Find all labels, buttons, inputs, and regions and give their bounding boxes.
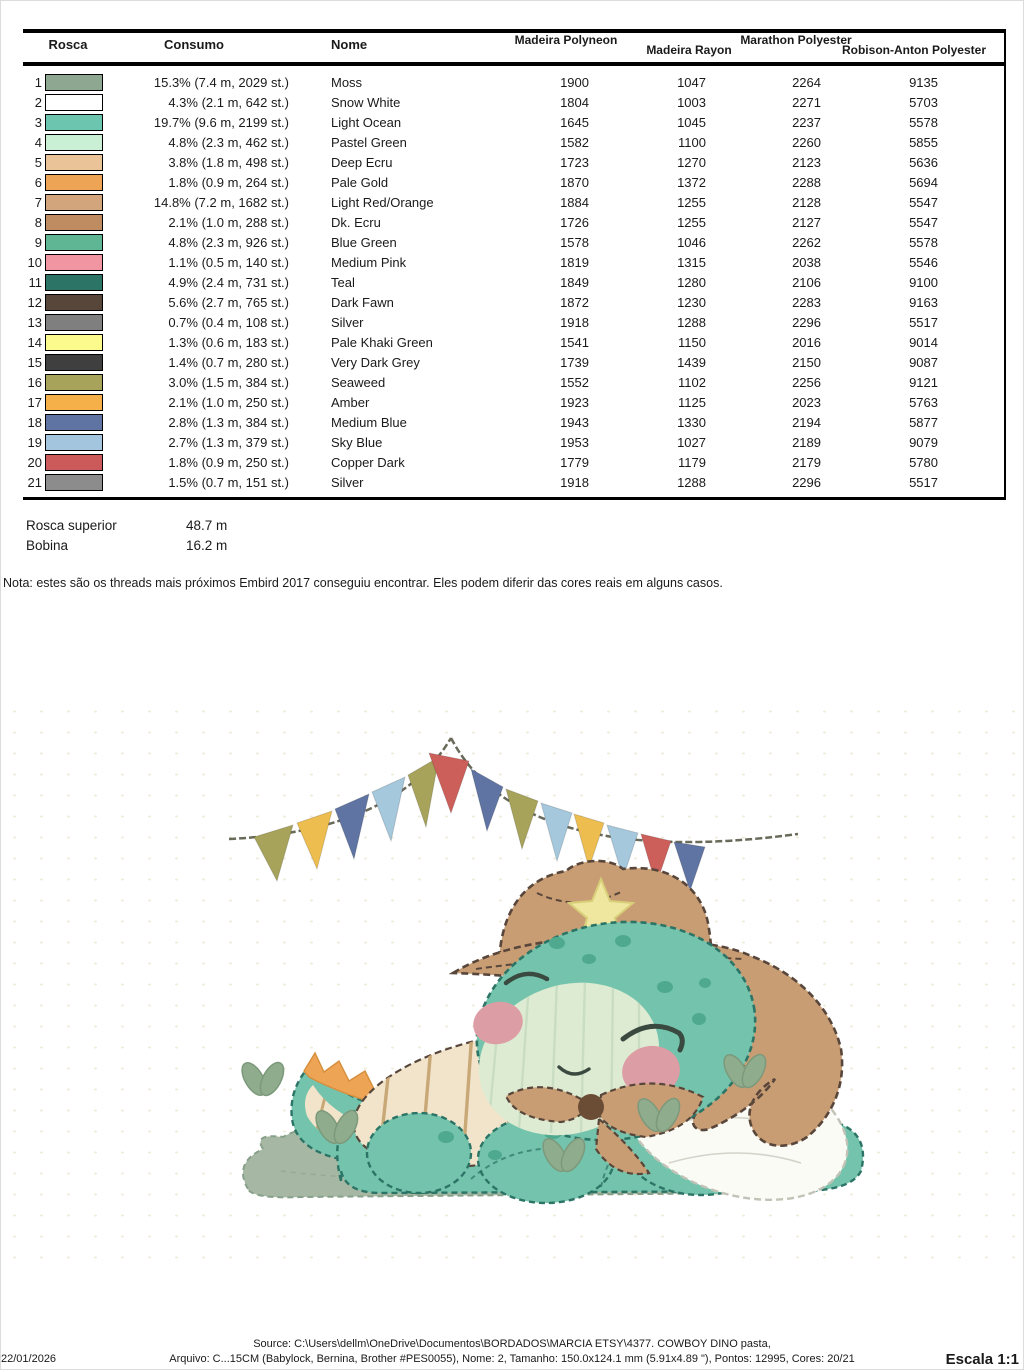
color-swatch xyxy=(45,194,103,211)
consumo-cell: 4.9% (2.4 m, 731 st.) xyxy=(168,274,289,290)
consumo-cell: 0.7% (0.4 m, 108 st.) xyxy=(168,314,289,330)
madeira-rayon-cell: 1255 xyxy=(677,214,706,230)
marathon-polyester-cell: 2288 xyxy=(792,174,821,190)
bunting-flag-medium-blue xyxy=(335,794,369,859)
thread-table-row xyxy=(23,92,1003,112)
nome-cell: Amber xyxy=(331,394,370,410)
marathon-polyester-cell: 2296 xyxy=(792,314,821,330)
bobina-label: Bobina xyxy=(26,537,69,553)
madeira-polyneon-cell: 1739 xyxy=(560,354,589,370)
robison-anton-cell: 5547 xyxy=(909,214,938,230)
robison-anton-cell: 5855 xyxy=(909,134,938,150)
color-swatch xyxy=(45,374,103,391)
madeira-rayon-cell: 1255 xyxy=(677,194,706,210)
table-right-rule xyxy=(1004,29,1006,500)
marathon-polyester-cell: 2179 xyxy=(792,454,821,470)
nome-cell: Copper Dark xyxy=(331,454,405,470)
thread-table-row xyxy=(23,212,1003,232)
consumo-cell: 4.8% (2.3 m, 926 st.) xyxy=(168,234,289,250)
marathon-polyester-cell: 2264 xyxy=(792,74,821,90)
thread-table-row xyxy=(23,252,1003,272)
row-number: 2 xyxy=(34,94,42,110)
thread-table-row xyxy=(23,392,1003,412)
consumo-cell: 15.3% (7.4 m, 2029 st.) xyxy=(153,74,289,90)
thread-table-row xyxy=(23,332,1003,352)
thread-table-row xyxy=(23,272,1003,292)
consumo-cell: 1.1% (0.5 m, 140 st.) xyxy=(168,254,289,270)
marathon-polyester-cell: 2256 xyxy=(792,374,821,390)
row-number: 18 xyxy=(27,414,42,430)
madeira-polyneon-cell: 1849 xyxy=(560,274,589,290)
col-header-robison-anton-polyester: Robison-Anton Polyester xyxy=(841,43,986,57)
nome-cell: Very Dark Grey xyxy=(331,354,420,370)
robison-anton-cell: 9121 xyxy=(909,374,938,390)
marathon-polyester-cell: 2150 xyxy=(792,354,821,370)
footer-arquivo-line: Arquivo: C...15CM (Babylock, Bernina, Brother #PES0055), Nome: 2, Tamanho: 150.0x124.1 mm (5.91x4.89 "), Pontos: 12995, Cores: 20/21 xyxy=(169,1353,855,1365)
robison-anton-cell: 9135 xyxy=(909,74,938,90)
robison-anton-cell: 5703 xyxy=(909,94,938,110)
robison-anton-cell: 5636 xyxy=(909,154,938,170)
nome-cell: Teal xyxy=(331,274,355,290)
color-swatch xyxy=(45,354,103,371)
nome-cell: Moss xyxy=(331,74,363,90)
madeira-rayon-cell: 1179 xyxy=(678,454,706,470)
consumo-cell: 19.7% (9.6 m, 2199 st.) xyxy=(153,114,289,130)
madeira-rayon-cell: 1280 xyxy=(677,274,706,290)
madeira-polyneon-cell: 1578 xyxy=(560,234,589,250)
madeira-polyneon-cell: 1870 xyxy=(560,174,589,190)
col-header-rosca: Rosca xyxy=(48,37,88,52)
robison-anton-cell: 5546 xyxy=(909,254,938,270)
robison-anton-cell: 5763 xyxy=(909,394,938,410)
madeira-rayon-cell: 1372 xyxy=(677,174,706,190)
bunting-flag-seaweed xyxy=(254,825,293,881)
madeira-polyneon-cell: 1723 xyxy=(560,154,589,170)
row-number: 14 xyxy=(27,334,42,350)
marathon-polyester-cell: 2023 xyxy=(792,394,821,410)
thread-table-row xyxy=(23,192,1003,212)
madeira-polyneon-cell: 1943 xyxy=(560,414,589,430)
color-swatch xyxy=(45,214,103,231)
col-header-madeira-polyneon: Madeira Polyneon xyxy=(514,33,618,47)
col-header-marathon-polyester: Marathon Polyester xyxy=(740,33,852,47)
consumo-cell: 5.6% (2.7 m, 765 st.) xyxy=(168,294,289,310)
thread-table-row xyxy=(23,432,1003,452)
table-bottom-rule xyxy=(23,497,1006,500)
rosca-superior-value: 48.7 m xyxy=(186,517,228,533)
color-swatch xyxy=(45,274,103,291)
thread-table-row xyxy=(23,372,1003,392)
marathon-polyester-cell: 2271 xyxy=(792,94,821,110)
robison-anton-cell: 9079 xyxy=(909,434,938,450)
row-number: 12 xyxy=(27,294,42,310)
consumo-cell: 1.3% (0.6 m, 183 st.) xyxy=(168,334,289,350)
row-number: 8 xyxy=(34,214,42,230)
row-number: 6 xyxy=(34,174,42,190)
row-number: 1 xyxy=(34,74,42,90)
nome-cell: Dark Fawn xyxy=(331,294,394,310)
robison-anton-cell: 9014 xyxy=(909,334,938,350)
madeira-polyneon-cell: 1779 xyxy=(560,454,589,470)
marathon-polyester-cell: 2123 xyxy=(792,154,821,170)
madeira-rayon-cell: 1230 xyxy=(677,294,706,310)
embroidery-preview-area xyxy=(1,701,1024,1261)
consumo-cell: 2.8% (1.3 m, 384 st.) xyxy=(168,414,289,430)
row-number: 21 xyxy=(27,474,42,490)
robison-anton-cell: 5780 xyxy=(909,454,938,470)
nome-cell: Deep Ecru xyxy=(331,154,393,170)
bunting-flag-sky-blue xyxy=(372,777,405,841)
nome-cell: Sky Blue xyxy=(331,434,383,450)
marathon-polyester-cell: 2038 xyxy=(792,254,821,270)
color-swatch xyxy=(45,454,103,471)
marathon-polyester-cell: 2128 xyxy=(792,194,821,210)
color-swatch xyxy=(45,474,103,491)
madeira-polyneon-cell: 1541 xyxy=(560,334,589,350)
nome-cell: Silver xyxy=(331,314,364,330)
consumo-cell: 4.8% (2.3 m, 462 st.) xyxy=(168,134,289,150)
report-footer xyxy=(1,1338,1023,1367)
thread-table-row xyxy=(23,472,1003,492)
robison-anton-cell: 9087 xyxy=(909,354,938,370)
marathon-polyester-cell: 2262 xyxy=(792,234,821,250)
bunting-string-right xyxy=(451,738,798,842)
row-number: 11 xyxy=(28,274,42,290)
madeira-polyneon-cell: 1645 xyxy=(560,114,589,130)
madeira-polyneon-cell: 1923 xyxy=(560,394,589,410)
nome-cell: Medium Pink xyxy=(331,254,407,270)
consumo-cell: 2.1% (1.0 m, 250 st.) xyxy=(168,394,289,410)
madeira-polyneon-cell: 1900 xyxy=(560,74,589,90)
marathon-polyester-cell: 2127 xyxy=(792,214,821,230)
nome-cell: Medium Blue xyxy=(331,414,407,430)
madeira-rayon-cell: 1100 xyxy=(678,134,706,150)
madeira-rayon-cell: 1288 xyxy=(677,314,706,330)
consumo-cell: 1.8% (0.9 m, 250 st.) xyxy=(168,454,289,470)
madeira-rayon-cell: 1125 xyxy=(678,394,706,410)
madeira-polyneon-cell: 1819 xyxy=(560,254,589,270)
madeira-polyneon-cell: 1918 xyxy=(560,314,589,330)
bunting-flag-copper-dark xyxy=(429,753,469,813)
marathon-polyester-cell: 2189 xyxy=(792,434,821,450)
consumo-cell: 1.4% (0.7 m, 280 st.) xyxy=(168,354,289,370)
robison-anton-cell: 5517 xyxy=(909,474,938,490)
marathon-polyester-cell: 2237 xyxy=(792,114,821,130)
thread-table-row xyxy=(23,452,1003,472)
rosca-superior-label: Rosca superior xyxy=(26,517,117,533)
thread-table-rows xyxy=(23,72,1003,492)
marathon-polyester-cell: 2194 xyxy=(792,414,821,430)
row-number: 16 xyxy=(27,374,42,390)
madeira-rayon-cell: 1288 xyxy=(677,474,706,490)
row-number: 13 xyxy=(27,314,42,330)
thread-table-row xyxy=(23,152,1003,172)
embroidery-artwork xyxy=(1,701,1024,1261)
madeira-rayon-cell: 1315 xyxy=(677,254,706,270)
madeira-rayon-cell: 1270 xyxy=(677,154,706,170)
nome-cell: Pale Khaki Green xyxy=(331,334,433,350)
madeira-polyneon-cell: 1872 xyxy=(560,294,589,310)
color-swatch xyxy=(45,94,103,111)
nome-cell: Blue Green xyxy=(331,234,397,250)
color-swatch xyxy=(45,154,103,171)
consumo-cell: 3.0% (1.5 m, 384 st.) xyxy=(168,374,289,390)
color-swatch xyxy=(45,174,103,191)
thread-table-row xyxy=(23,352,1003,372)
bandana-knot xyxy=(578,1094,604,1120)
consumo-cell: 2.7% (1.3 m, 379 st.) xyxy=(168,434,289,450)
col-header-nome: Nome xyxy=(331,37,368,52)
footer-source-line: Source: C:\Users\dellm\OneDrive\Documentos\BORDADOS\MARCIA ETSY\4377. COWBOY DINO pasta, xyxy=(253,1338,771,1350)
robison-anton-cell: 9163 xyxy=(909,294,938,310)
bunting-flag-medium-blue xyxy=(471,769,503,831)
madeira-polyneon-cell: 1953 xyxy=(560,434,589,450)
madeira-polyneon-cell: 1582 xyxy=(560,134,589,150)
row-number: 17 xyxy=(27,394,42,410)
marathon-polyester-cell: 2296 xyxy=(792,474,821,490)
nome-cell: Light Red/Orange xyxy=(331,194,434,210)
robison-anton-cell: 5547 xyxy=(909,194,938,210)
color-swatch xyxy=(45,114,103,131)
madeira-polyneon-cell: 1918 xyxy=(560,474,589,490)
robison-anton-cell: 5578 xyxy=(909,234,938,250)
madeira-polyneon-cell: 1726 xyxy=(560,214,589,230)
row-number: 5 xyxy=(34,154,42,170)
consumo-cell: 1.8% (0.9 m, 264 st.) xyxy=(168,174,289,190)
thread-table-row xyxy=(23,132,1003,152)
madeira-rayon-cell: 1150 xyxy=(678,334,706,350)
thread-table-row xyxy=(23,412,1003,432)
madeira-rayon-cell: 1003 xyxy=(677,94,706,110)
bunting-flag-sky-blue xyxy=(541,803,572,861)
marathon-polyester-cell: 2016 xyxy=(792,334,821,350)
madeira-rayon-cell: 1046 xyxy=(677,234,706,250)
madeira-rayon-cell: 1330 xyxy=(677,414,706,430)
nome-cell: Dk. Ecru xyxy=(331,214,381,230)
marathon-polyester-cell: 2283 xyxy=(792,294,821,310)
color-swatch xyxy=(45,334,103,351)
color-swatch xyxy=(45,314,103,331)
color-swatch xyxy=(45,74,103,91)
col-header-madeira-rayon: Madeira Rayon xyxy=(646,43,732,57)
madeira-rayon-cell: 1102 xyxy=(678,374,706,390)
robison-anton-cell: 9100 xyxy=(909,274,938,290)
row-number: 19 xyxy=(27,434,42,450)
consumo-cell: 3.8% (1.8 m, 498 st.) xyxy=(168,154,289,170)
robison-anton-cell: 5517 xyxy=(909,314,938,330)
nome-cell: Seaweed xyxy=(331,374,386,390)
madeira-polyneon-cell: 1804 xyxy=(560,94,589,110)
nome-cell: Pale Gold xyxy=(331,174,389,190)
consumo-cell: 14.8% (7.2 m, 1682 st.) xyxy=(153,194,289,210)
color-swatch xyxy=(45,434,103,451)
color-swatch xyxy=(45,294,103,311)
consumo-cell: 4.3% (2.1 m, 642 st.) xyxy=(168,94,289,110)
madeira-rayon-cell: 1027 xyxy=(677,434,706,450)
bunting-flag-amber xyxy=(297,811,332,869)
madeira-rayon-cell: 1439 xyxy=(677,354,706,370)
nome-cell: Light Ocean xyxy=(331,114,402,130)
color-swatch xyxy=(45,394,103,411)
madeira-polyneon-cell: 1552 xyxy=(560,374,589,390)
nome-cell: Pastel Green xyxy=(331,134,407,150)
bobina-value: 16.2 m xyxy=(186,537,228,553)
footer-escala: Escala 1:1 xyxy=(945,1351,1019,1368)
madeira-rayon-cell: 1047 xyxy=(677,74,706,90)
madeira-rayon-cell: 1045 xyxy=(677,114,706,130)
row-number: 4 xyxy=(34,134,42,150)
marathon-polyester-cell: 2260 xyxy=(792,134,821,150)
marathon-polyester-cell: 2106 xyxy=(792,274,821,290)
thread-table-row xyxy=(23,232,1003,252)
nome-cell: Snow White xyxy=(331,94,401,110)
thread-summary xyxy=(26,515,227,555)
row-number: 15 xyxy=(27,354,42,370)
consumo-cell: 2.1% (1.0 m, 288 st.) xyxy=(168,214,289,230)
row-number: 20 xyxy=(27,454,42,470)
color-swatch xyxy=(45,134,103,151)
robison-anton-cell: 5877 xyxy=(909,414,938,430)
consumo-cell: 1.5% (0.7 m, 151 st.) xyxy=(168,474,289,490)
thread-table-row xyxy=(23,292,1003,312)
row-number: 7 xyxy=(34,194,42,210)
nome-cell: Silver xyxy=(331,474,364,490)
color-swatch xyxy=(45,234,103,251)
row-number: 10 xyxy=(27,254,42,270)
row-number: 3 xyxy=(34,114,42,130)
color-swatch xyxy=(45,254,103,271)
col-header-consumo: Consumo xyxy=(164,37,224,52)
robison-anton-cell: 5578 xyxy=(909,114,938,130)
madeira-polyneon-cell: 1884 xyxy=(560,194,589,210)
row-number: 9 xyxy=(34,234,42,250)
threads-note: Nota: estes são os threads mais próximos Embird 2017 conseguiu encontrar. Eles podem diferir das cores reais em alguns casos. xyxy=(3,576,723,590)
color-swatch xyxy=(45,414,103,431)
table-header-rule xyxy=(23,62,1006,66)
bunting-flag-seaweed xyxy=(506,789,538,849)
thread-table-row xyxy=(23,72,1003,92)
thread-table-row xyxy=(23,112,1003,132)
footer-date: 22/01/2026 xyxy=(1,1353,57,1365)
thread-table-row xyxy=(23,172,1003,192)
robison-anton-cell: 5694 xyxy=(909,174,938,190)
thread-table-row xyxy=(23,312,1003,332)
